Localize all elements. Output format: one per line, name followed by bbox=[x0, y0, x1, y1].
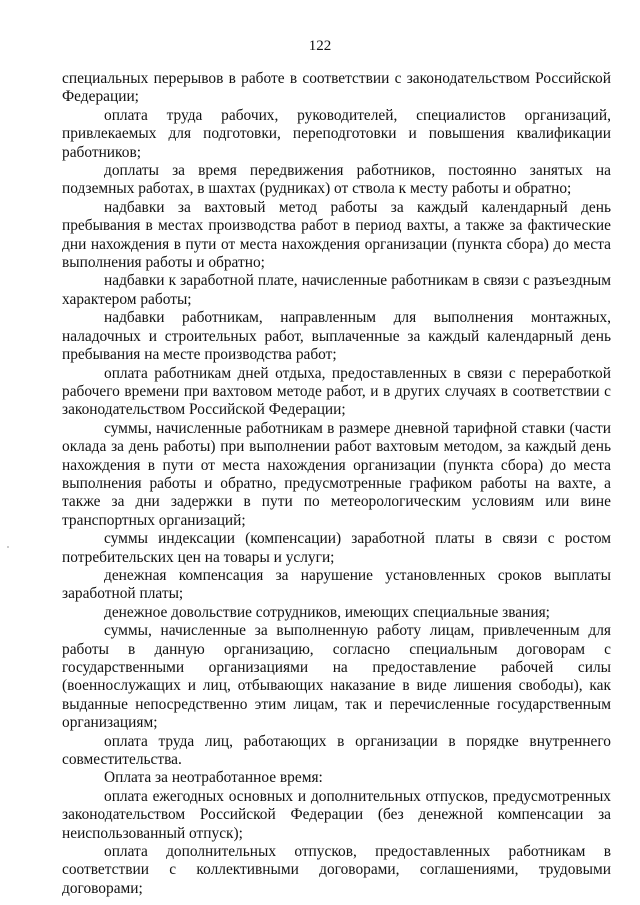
paragraph-training-pay: оплата труда рабочих, руководителей, специалистов организаций, привлекаемых для подготовки, переподготовки и повышения квалификации работников; bbox=[62, 106, 611, 161]
paragraph-annual-leave: оплата ежегодных основных и дополнительных отпусков, предусмотренных законодательством Российской Федерации (без денежной компенсации за неиспользованный отпуск); bbox=[62, 787, 611, 842]
paragraph-special-ranks: денежное довольствие сотрудников, имеющих специальные звания; bbox=[104, 603, 550, 621]
paragraph-internal-part-time: оплата труда лиц, работающих в организации в порядке внутреннего совместительства. bbox=[62, 732, 611, 769]
paragraph-rotation-allowance: надбавки за вахтовый метод работы за каждый календарный день пребывания в местах производства работ в период вахты, а также за фактические дни нахождения в пути от места нахождения организации (пункта сбора) до места выполнения работы и обратно; bbox=[62, 198, 611, 272]
scan-speck bbox=[7, 546, 9, 548]
paragraph-contract-workers: суммы, начисленные за выполненную работу лицам, привлеченным для работы в данную организацию, согласно специальным договорам с государственными организациями на предоставление рабочей силы (военнослужащих и лиц, отбывающих наказание в виде лишения свободы), как выданные непосредственно этим лицам, так и перечисленные государственным организациям; bbox=[62, 622, 611, 732]
paragraph-installation-allowance: надбавки работникам, направленным для выполнения монтажных, наладочных и строительных работ, выплаченные за каждый календарный день пребывания на месте производства работ; bbox=[62, 309, 611, 364]
paragraph-daily-rate: суммы, начисленные работникам в размере дневной тарифной ставки (части оклада за день работы) при выполнении работ вахтовым методом, за каждый день нахождения в пути от места нахождения организации (пункта сбора) до места выполнения работы и обратно, предусмотренные графиком работы на вахте, а также за дни задержки в пути по метеорологическим условиям или вине транспортных организаций; bbox=[62, 419, 611, 529]
paragraph-travel-allowance: надбавки к заработной плате, начисленные работникам в связи с разъездным характером работы; bbox=[62, 272, 611, 308]
paragraph-late-payment-compensation: денежная компенсация за нарушение установленных сроков выплаты заработной платы; bbox=[62, 566, 611, 603]
paragraph-unworked-time-heading: Оплата за неотработанное время: bbox=[104, 769, 323, 787]
page-number: 122 bbox=[308, 38, 332, 54]
paragraph-additional-leave: оплата дополнительных отпусков, предоставленных работникам в соответствии с коллективными договорами, соглашениями, трудовыми договорами; bbox=[62, 843, 611, 897]
paragraph-rest-days-pay: оплата работникам дней отдыха, предоставленных в связи с переработкой рабочего времени при вахтовом методе работ, и в других случаях в соответствии с законодательством Российской Федерации; bbox=[62, 364, 611, 419]
document-body bbox=[62, 70, 611, 898]
paragraph-indexation: суммы индексации (компенсации) заработной платы в связи с ростом потребительских цен на товары и услуги; bbox=[62, 530, 611, 566]
paragraph-continuation: специальных перерывов в работе в соответствии с законодательством Российской Федерации; bbox=[62, 70, 611, 106]
paragraph-underground-travel: доплаты за время передвижения работников, постоянно занятых на подземных работах, в шахтах (рудниках) от ствола к месту работы и обратно; bbox=[62, 162, 611, 198]
